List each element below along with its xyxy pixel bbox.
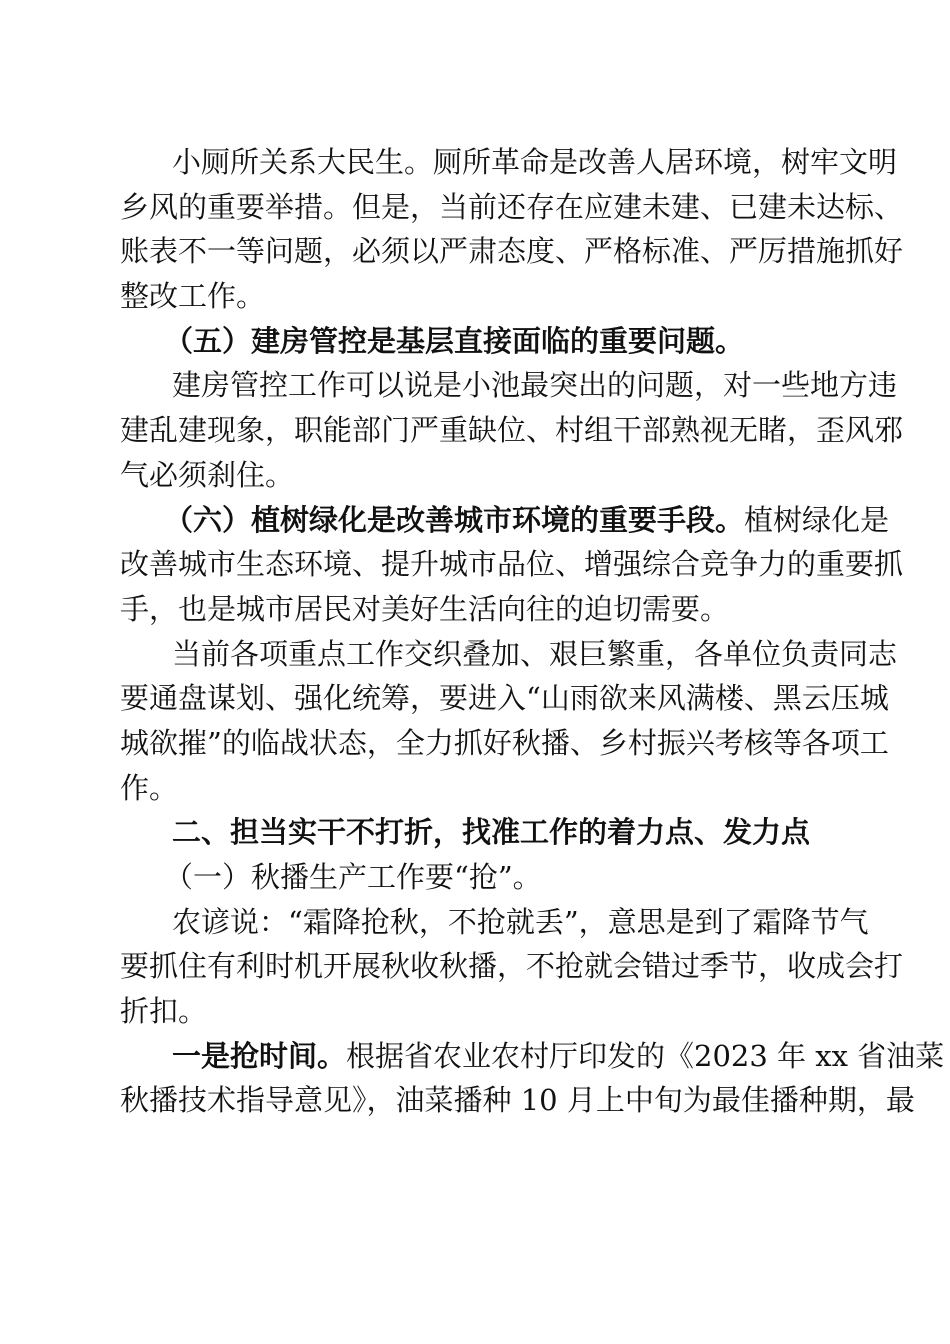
section-heading-6: （六）植树绿化是改善城市环境的重要手段。 [164, 502, 745, 537]
text-line: 要抓住有利时机开展秋收秋播，不抢就会错过季节，收成会打 [120, 949, 904, 984]
document-page [120, 140, 945, 1123]
text-line [120, 1034, 945, 1079]
subsection-heading-1: （一）秋播生产工作要“抢”。 [164, 860, 542, 894]
text-line: 农谚说：“霜降抢秋，不抢就丢”，意思是到了霜降节气 [172, 904, 869, 939]
text-line: 建房管控工作可以说是小池最突出的问题，对一些地方违 [172, 368, 898, 403]
text-line: 折扣。 [120, 994, 208, 1029]
text-line: 当前各项重点工作交织叠加、艰巨繁重，各单位负责同志 [172, 636, 898, 671]
text-line: 整改工作。 [120, 279, 266, 314]
text-line: 改善城市生态环境、提升城市品位、增强综合竞争力的重要抓 [120, 547, 904, 582]
text-line: 要通盘谋划、强化统筹，要进入“山雨欲来风满楼、黑云压城 [120, 681, 889, 716]
text-line: 城欲摧”的临战状态，全力抓好秋播、乡村振兴考核等各项工 [120, 725, 889, 760]
section-heading-5: （五）建房管控是基层直接面临的重要问题。 [164, 323, 745, 358]
text-line: 秋播技术指导意见》，油菜播种 10 月上中旬为最佳播种期，最 [120, 1083, 915, 1118]
text-line: 建乱建现象，职能部门严重缺位、村组干部熟视无睹，歪风邪 [120, 413, 904, 448]
text-line: 手，也是城市居民对美好生活向往的迫切需要。 [120, 591, 730, 626]
paragraph-seize-time [120, 1034, 945, 1123]
text-line [120, 498, 890, 543]
chapter-heading-2: 二、担当实干不打折，找准工作的着力点、发力点 [172, 815, 811, 850]
text-line: 账表不一等问题，必须以严肃态度、严格标准、严厉措施抓好 [120, 234, 904, 269]
paragraph-housing-control [120, 363, 904, 497]
paragraph-greening [120, 498, 904, 632]
text-line: 乡风的重要举措。但是，当前还存在应建未建、已建未达标、 [120, 189, 904, 224]
paragraph-proverb [120, 900, 904, 1034]
text-line: 小厕所关系大民生。厕所革命是改善人居环境，树牢文明 [172, 145, 898, 179]
text-span: 根据省农业农村厅印发的《2023 年 xx 省油菜 [346, 1038, 945, 1073]
paragraph-toilet-revolution [120, 140, 904, 319]
text-line: 气必须刹住。 [120, 457, 295, 492]
text-line: 作。 [120, 770, 179, 805]
paragraph-current-work [120, 632, 898, 811]
text-span: 植树绿化是 [744, 502, 890, 537]
point-lead: 一是抢时间。 [172, 1038, 347, 1073]
